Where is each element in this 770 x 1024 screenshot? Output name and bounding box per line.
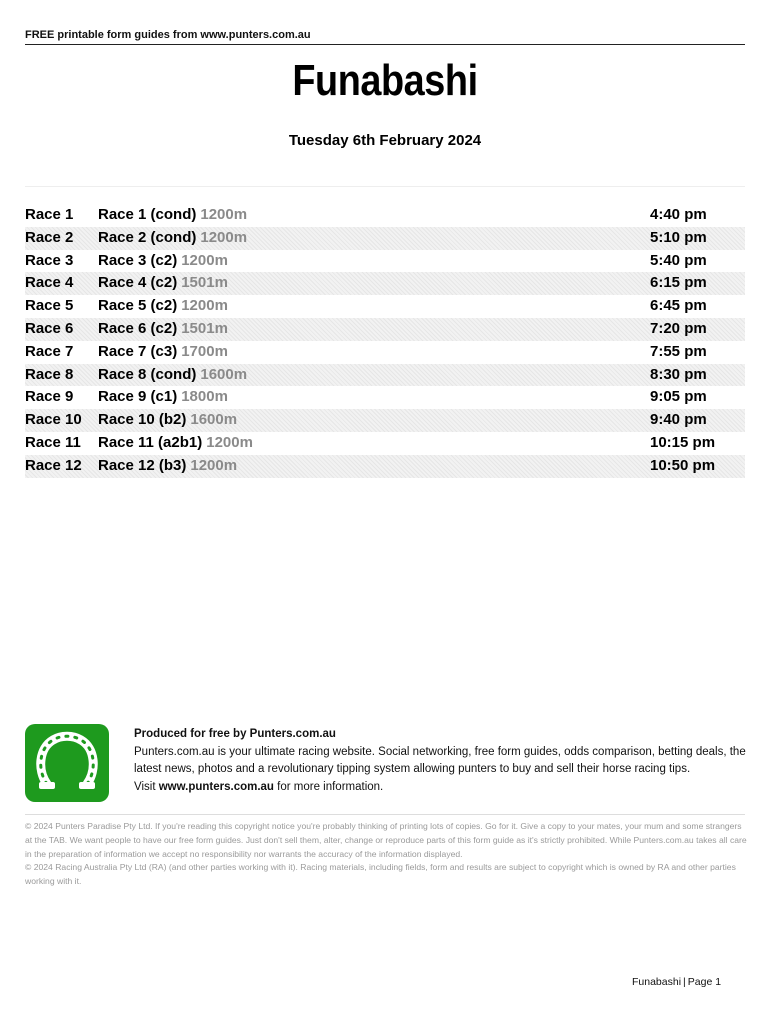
page-title: Funabashi [292,56,478,105]
race-number: Race 11 [25,433,81,451]
race-distance: 1501m [181,274,228,292]
section-divider [25,186,745,187]
race-number: Race 6 [25,319,74,337]
header-text: FREE printable form guides from www.punters.com.au [25,29,311,41]
race-time: 9:40 pm [650,411,707,429]
race-distance: 1200m [190,456,238,474]
race-number: Race 9 [25,388,74,406]
copyright-ra: © 2024 Racing Australia Pty Ltd (RA) (and other parties working with it). Racing materials, including fields, form and results are subject to copyright which is owned by RA and other parties working with it. [25,862,736,887]
race-name: Race 4 (c2) 1501m [98,274,228,292]
race-row [25,204,745,227]
race-row [25,250,745,273]
race-time: 8:30 pm [650,365,707,383]
race-number: Race 5 [25,297,74,315]
race-distance: 1200m [181,251,228,269]
race-list [25,204,745,478]
race-number: Race 10 [25,411,82,429]
promo-visit: Visit www.punters.com.au for more information. [134,780,384,793]
race-name: Race 1 (cond) 1200m [98,206,248,223]
footer-venue: Funabashi [632,976,682,988]
race-time: 10:15 pm [650,433,716,451]
race-time: 5:40 pm [650,251,707,269]
race-number: Race 3 [25,251,74,269]
race-row [25,341,745,364]
race-distance: 1200m [200,206,248,223]
horseshoe-logo-icon [25,724,109,802]
race-name: Race 10 (b2) 1600m [98,411,238,429]
race-row [25,272,745,295]
race-row [25,318,745,341]
race-distance: 1501m [181,319,228,337]
race-row [25,227,745,250]
header-divider [25,44,745,45]
horseshoe-icon [25,724,109,802]
race-row [25,432,745,455]
race-time: 6:45 pm [650,297,707,315]
race-distance: 1600m [200,365,248,383]
race-row [25,364,745,387]
race-name: Race 9 (c1) 1800m [98,388,228,406]
race-number: Race 7 [25,342,74,360]
promo-body: Punters.com.au is your ultimate racing website. Social networking, free form guides, odds comparison, betting deals, the latest news, photos and a revolutionary tipping system allowing punters to buy and sell their horse racing tips. [134,745,746,775]
punters-link[interactable]: www.punters.com.au [158,780,274,793]
race-time: 10:50 pm [650,456,716,474]
race-time: 4:40 pm [650,206,707,223]
race-distance: 1200m [181,297,228,315]
page-footer: Funabashi | Page 1 [632,976,722,988]
race-name: Race 12 (b3) 1200m [98,456,238,474]
page-number: Page 1 [687,976,722,988]
race-distance: 1800m [181,388,228,406]
race-number: Race 8 [25,365,74,383]
race-name: Race 6 (c2) 1501m [98,319,228,337]
race-distance: 1200m [206,433,253,451]
race-number: Race 2 [25,228,74,246]
race-distance: 1700m [181,342,228,360]
race-time: 6:15 pm [650,274,707,292]
race-number: Race 4 [25,274,74,292]
race-time: 9:05 pm [650,388,707,406]
race-row [25,386,745,409]
race-number: Race 12 [25,456,82,474]
race-row [25,295,745,318]
race-name: Race 11 (a2b1) 1200m [98,433,253,451]
race-row [25,455,745,478]
race-time: 7:20 pm [650,319,707,337]
race-row [25,409,745,432]
race-name: Race 5 (c2) 1200m [98,297,228,315]
race-time: 5:10 pm [650,228,707,246]
race-name: Race 2 (cond) 1200m [98,228,248,246]
race-name: Race 8 (cond) 1600m [98,365,248,383]
legal-notice [25,820,747,889]
race-distance: 1200m [200,228,248,246]
promo-title: Produced for free by Punters.com.au [134,728,336,740]
race-time: 7:55 pm [650,342,707,360]
promo-block [134,726,746,796]
race-date: Tuesday 6th February 2024 [288,132,482,149]
footer-divider [25,814,745,815]
race-distance: 1600m [190,411,238,429]
race-name: Race 7 (c3) 1700m [98,342,228,360]
race-number: Race 1 [25,206,74,223]
race-name: Race 3 (c2) 1200m [98,251,228,269]
copyright-punters: © 2024 Punters Paradise Pty Ltd. If you're reading this copyright notice you're probably thinking of printing lots of copies. Go for it. Give a copy to your mates, your mum and some strangers at the TAB. We want people to have our free form guides. Just don't sell them, alter, change or reproduce parts of this form guide as it's strictly prohibited. While Punters.com.au takes all care in the preparation of information we accept no responsibility nor warrants the accuracy of the information displayed. [25,821,747,859]
